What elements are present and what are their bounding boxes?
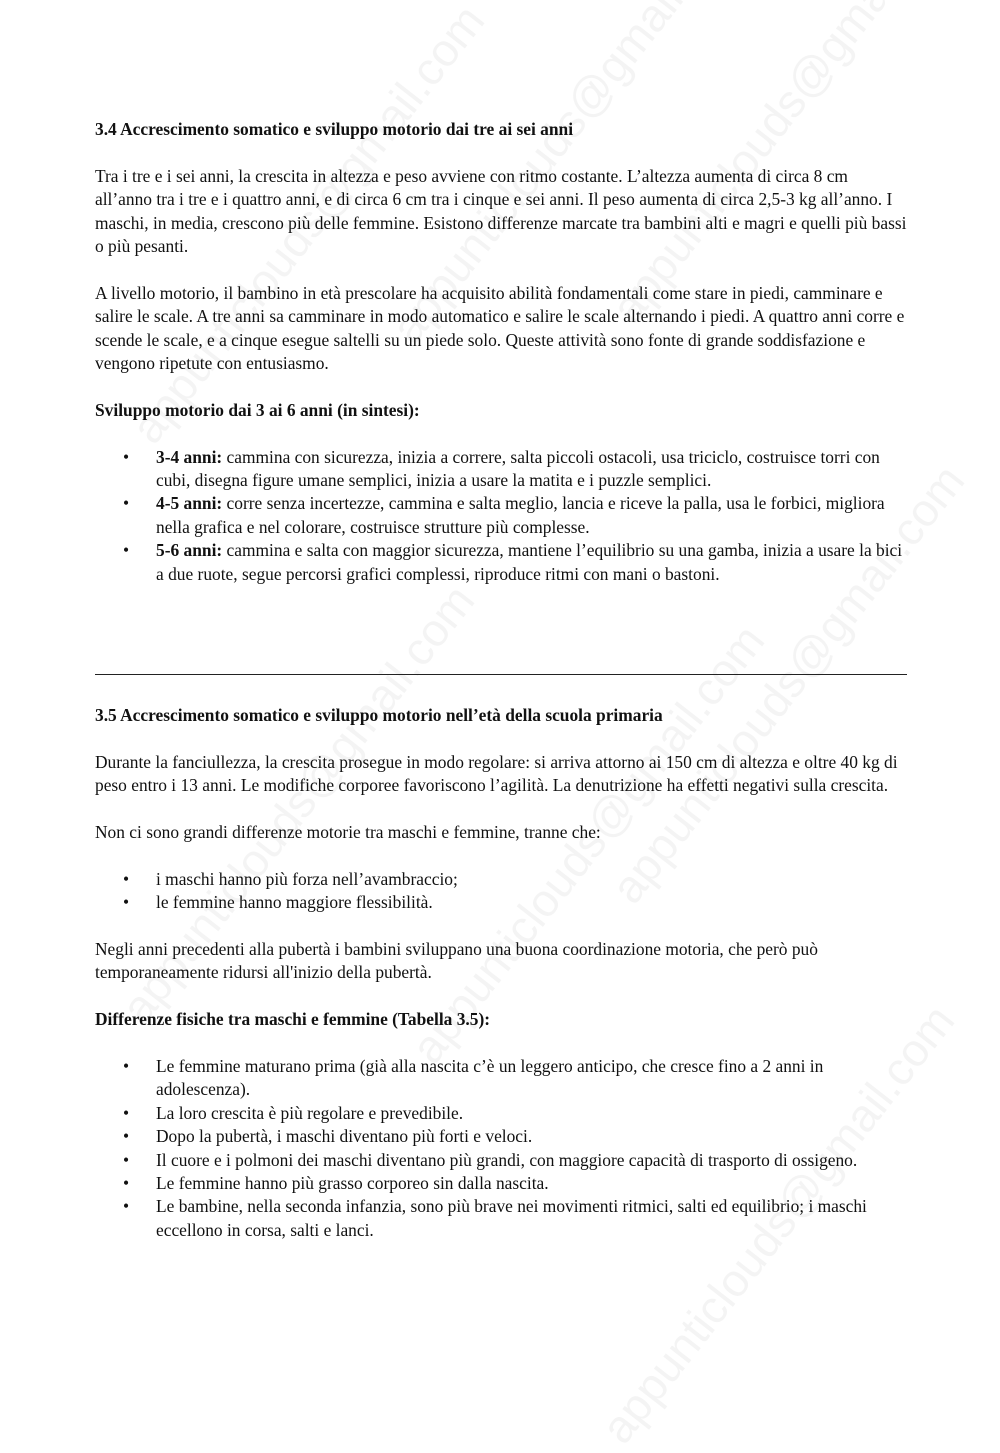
list-item: • i maschi hanno più forza nell’avambraccio;	[95, 868, 907, 891]
list-item: • Le femmine maturano prima (già alla nascita c’è un leggero anticipo, che cresce fino a 2 anni in adolescenza).	[95, 1055, 907, 1102]
age-label: 3-4 anni:	[156, 446, 223, 467]
subheading-text: Sviluppo motorio dai 3 ai 6 anni (in sintesi):	[95, 399, 420, 420]
paragraph: Non ci sono grandi differenze motorie tra maschi e femmine, tranne che:	[95, 822, 601, 842]
list-item-text: cammina con sicurezza, inizia a correre, salta piccoli ostacoli, usa triciclo, costruisce torri con cubi, disegna figure umane semplici, inizia a usare la matita e i puzzle semplici.	[156, 446, 880, 491]
list-item	[95, 539, 907, 586]
list-item: • Il cuore e i polmoni dei maschi diventano più grandi, con maggiore capacità di trasporto di ossigeno.	[95, 1149, 907, 1172]
list-item: • le femmine hanno maggiore flessibilità.	[95, 891, 907, 914]
motor-development-list	[95, 446, 907, 586]
section-title: 3.4 Accrescimento somatico e sviluppo motorio dai tre ai sei anni	[95, 119, 574, 139]
paragraph: Durante la fanciullezza, la crescita prosegue in modo regolare: si arriva attorno ai 150 cm di altezza e oltre 40 kg di peso entro i 13 anni. Le modifiche corporee favoriscono l’agilità. La denutrizione ha effetti negativi sulla crescita.	[95, 751, 898, 796]
section-title: 3.5 Accrescimento somatico e sviluppo motorio nell’età della scuola primaria	[95, 705, 663, 725]
horizontal-divider	[95, 674, 907, 675]
list-item-text: corre senza incertezze, cammina e salta meglio, lancia e riceve la palla, usa le forbici, migliora nella grafica e nel colorare, costruisce strutture più complesse.	[156, 493, 885, 537]
age-label: 5-6 anni:	[156, 540, 223, 561]
subheading	[95, 399, 907, 422]
section-3-5	[95, 704, 907, 1242]
physical-differences-list	[95, 1055, 907, 1242]
list-item	[95, 492, 907, 539]
list-item-text: cammina e salta con maggior sicurezza, mantiene l’equilibrio su una gamba, inizia a usare la bici a due ruote, segue percorsi grafici complessi, riproduce ritmi con mani o bastoni.	[156, 540, 903, 584]
list-item: • Le bambine, nella seconda infanzia, sono più brave nei movimenti ritmici, salti ed equilibrio; i maschi eccellono in corsa, salti e lanci.	[95, 1195, 907, 1242]
paragraph: Negli anni precedenti alla pubertà i bambini sviluppano una buona coordinazione motoria, che però può temporaneamente ridursi all'inizio della pubertà.	[95, 939, 818, 983]
subheading-text: Differenze fisiche tra maschi e femmine (Tabella 3.5):	[95, 1009, 491, 1030]
list-item	[95, 446, 907, 493]
section-3-4	[95, 118, 907, 586]
list-item: • Le femmine hanno più grasso corporeo sin dalla nascita.	[95, 1172, 907, 1195]
subheading	[95, 1008, 907, 1031]
list-item: • Dopo la pubertà, i maschi diventano più forti e veloci.	[95, 1125, 907, 1148]
paragraph: Tra i tre e i sei anni, la crescita in altezza e peso avviene con ritmo costante. L’altezza aumenta di circa 8 cm all’anno tra i tre e i quattro anni, e di circa 6 cm tra i cinque e sei anni. Il peso aumenta di circa 2,5-3 kg all’anno. I maschi, in media, crescono più delle femmine. Esistono differenze marcate tra bambini alti e magri e quelli più bassi o più pesanti.	[95, 165, 907, 257]
paragraph: A livello motorio, il bambino in età prescolare ha acquisito abilità fondamentali come stare in piedi, camminare e salire le scale. A tre anni sa camminare in modo automatico e salire le scale alternando i piedi. A quattro anni corre e scende le scale, e a cinque esegue saltelli su un piede solo. Queste attività sono fonte di grande soddisfazione e vengono ripetute con entusiasmo.	[95, 282, 905, 374]
age-label: 4-5 anni:	[156, 493, 223, 514]
differences-list	[95, 868, 907, 915]
list-item: • La loro crescita è più regolare e prevedibile.	[95, 1102, 907, 1125]
